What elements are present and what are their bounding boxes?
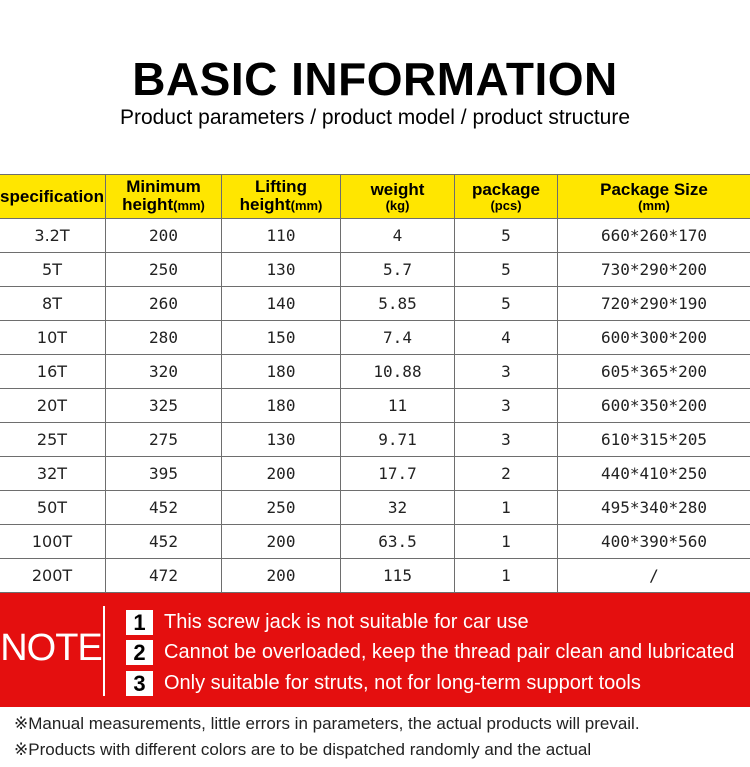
note-text: Only suitable for struts, not for long-term support tools [164,672,641,694]
note-item [126,610,529,635]
table-row [0,491,750,525]
table-cell: 1 [455,559,558,593]
table-cell: 200 [222,457,341,491]
table-cell: 660*260*170 [558,219,750,253]
table-cell: 200 [222,559,341,593]
table-cell: 610*315*205 [558,423,750,457]
header-package: package (pcs) [455,175,558,219]
table-cell: 115 [341,559,455,593]
table-row [0,389,750,423]
note-divider [103,606,105,696]
table-cell: 130 [222,253,341,287]
table-cell: 110 [222,219,341,253]
header-lifting-height: Lifting height(mm) [222,175,341,219]
table-cell: 180 [222,389,341,423]
table-cell: 140 [222,287,341,321]
table-cell: 395 [106,457,222,491]
table-cell: 250 [106,253,222,287]
table-cell: 2 [455,457,558,491]
note-number-badge: 3 [126,671,153,696]
table-cell: 600*300*200 [558,321,750,355]
table-cell: 4 [455,321,558,355]
note-number-badge: 2 [126,640,153,665]
table-cell: 16T [0,355,106,389]
table-cell: 180 [222,355,341,389]
table-row [0,287,750,321]
header-weight: weight (kg) [341,175,455,219]
table-cell: 32 [341,491,455,525]
table-cell: 5T [0,253,106,287]
table-cell: 275 [106,423,222,457]
header-package-size: Package Size (mm) [558,175,750,219]
table-cell: 9.71 [341,423,455,457]
table-cell: / [558,559,750,593]
table-cell: 50T [0,491,106,525]
table-cell: 200 [106,219,222,253]
note-number-badge: 1 [126,610,153,635]
table-cell: 5 [455,287,558,321]
note-banner [0,593,750,707]
table-cell: 100T [0,525,106,559]
table-cell: 200T [0,559,106,593]
table-cell: 150 [222,321,341,355]
table-cell: 730*290*200 [558,253,750,287]
note-text: Cannot be overloaded, keep the thread pair clean and lubricated [164,641,735,663]
table-cell: 3 [455,389,558,423]
table-cell: 600*350*200 [558,389,750,423]
table-cell: 440*410*250 [558,457,750,491]
table-row [0,559,750,593]
table-cell: 20T [0,389,106,423]
table-row [0,457,750,491]
header-minimum-height: Minimum height(mm) [106,175,222,219]
table-row [0,321,750,355]
table-cell: 5.85 [341,287,455,321]
table-cell: 8T [0,287,106,321]
header-specification: specification [0,175,106,219]
table-cell: 5 [455,219,558,253]
table-row [0,423,750,457]
table-cell: 605*365*200 [558,355,750,389]
table-cell: 3 [455,423,558,457]
note-label: NOTE [0,627,102,669]
table-cell: 452 [106,525,222,559]
table-cell: 11 [341,389,455,423]
table-row [0,525,750,559]
table-cell: 400*390*560 [558,525,750,559]
table-cell: 5 [455,253,558,287]
note-item [126,640,734,665]
table-cell: 3.2T [0,219,106,253]
table-cell: 7.4 [341,321,455,355]
table-cell: 10T [0,321,106,355]
table-cell: 17.7 [341,457,455,491]
footnote: ※Manual measurements, little errors in parameters, the actual products will prevail. [14,714,640,733]
table-cell: 320 [106,355,222,389]
table-cell: 280 [106,321,222,355]
spec-table [0,174,750,593]
table-cell: 325 [106,389,222,423]
note-text: This screw jack is not suitable for car use [164,611,529,633]
table-cell: 260 [106,287,222,321]
table-cell: 1 [455,525,558,559]
table-row [0,219,750,253]
table-cell: 200 [222,525,341,559]
table-cell: 250 [222,491,341,525]
table-cell: 5.7 [341,253,455,287]
table-cell: 720*290*190 [558,287,750,321]
table-cell: 4 [341,219,455,253]
table-cell: 3 [455,355,558,389]
table-cell: 25T [0,423,106,457]
table-cell: 495*340*280 [558,491,750,525]
table-row [0,253,750,287]
table-row [0,355,750,389]
footnote: ※Products with different colors are to be dispatched randomly and the actual [14,740,592,759]
table-cell: 452 [106,491,222,525]
table-cell: 32T [0,457,106,491]
table-header-row [0,175,750,219]
table-cell: 1 [455,491,558,525]
table-cell: 63.5 [341,525,455,559]
page-subtitle: Product parameters / product model / product structure [119,106,631,129]
table-cell: 10.88 [341,355,455,389]
page-title: BASIC INFORMATION [132,53,618,105]
table-cell: 472 [106,559,222,593]
note-item [126,671,641,696]
table-cell: 130 [222,423,341,457]
